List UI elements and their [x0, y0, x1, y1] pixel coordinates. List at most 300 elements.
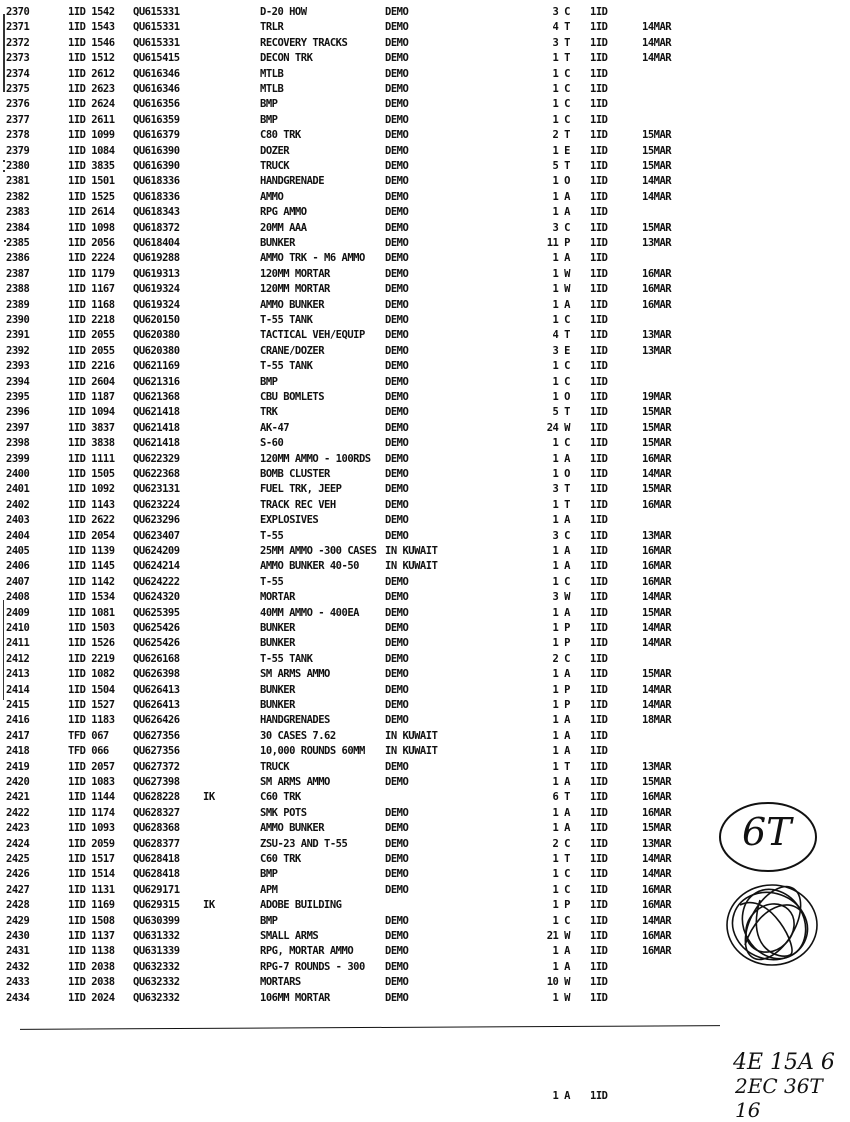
- grid-reference: QU626413: [133, 699, 180, 711]
- record-id: 1ID 2623: [68, 83, 115, 95]
- count: 5 T: [552, 406, 570, 419]
- record-id: 1ID 1111: [68, 452, 115, 465]
- handwritten-note-line1: 4E 15A 6: [733, 1050, 835, 1075]
- grid-reference: QU616346: [133, 83, 180, 95]
- grid-reference: QU628368: [133, 822, 180, 835]
- row-number: 2412: [6, 652, 30, 665]
- grid-reference: QU624209: [133, 545, 180, 557]
- date: 15MAR: [642, 406, 672, 419]
- description: AMMO BUNKER: [260, 298, 325, 311]
- unit: 1ID: [590, 437, 608, 450]
- count: 1 T: [552, 853, 570, 865]
- partial-row: [0, 1090, 850, 1111]
- row-number: 2424: [6, 837, 30, 850]
- count: 1 P: [552, 683, 570, 696]
- status: DEMO: [385, 83, 409, 95]
- unit: 1ID: [590, 6, 608, 18]
- grid-reference: QU628418: [133, 853, 180, 865]
- row-number: 2403: [6, 514, 30, 527]
- count: 1 C: [552, 868, 570, 881]
- description: T-55 TANK: [260, 652, 313, 665]
- row-number: 2408: [6, 591, 30, 604]
- description: S-60: [260, 437, 284, 450]
- row-number: 2374: [6, 67, 30, 80]
- unit: 1ID: [590, 391, 608, 403]
- unit: 1ID: [590, 760, 608, 773]
- description: BUNKER: [260, 622, 295, 634]
- date: 13MAR: [642, 237, 672, 249]
- unit: 1ID: [590, 221, 608, 234]
- row-number: 2413: [6, 668, 30, 681]
- grid-reference: QU619288: [133, 252, 180, 265]
- grid-reference: QU626413: [133, 683, 180, 696]
- count: 1 A: [552, 945, 570, 958]
- count: 1 A: [552, 252, 570, 265]
- grid-reference: QU627356: [133, 729, 180, 742]
- status: DEMO: [385, 591, 409, 604]
- count: 1 A: [552, 668, 570, 681]
- status: DEMO: [385, 853, 409, 865]
- record-id: 1ID 1514: [68, 868, 115, 881]
- record-id: 1ID 1098: [68, 221, 115, 234]
- count: 1 T: [552, 498, 570, 511]
- count: 1 A: [552, 190, 570, 203]
- description: MORTAR: [260, 591, 295, 604]
- grid-reference: QU618372: [133, 221, 180, 234]
- record-id: 1ID 1517: [68, 853, 115, 865]
- count: 5 T: [552, 160, 570, 172]
- row-number: 2379: [6, 144, 30, 157]
- status: DEMO: [385, 930, 409, 942]
- unit: 1ID: [590, 144, 608, 157]
- status: DEMO: [385, 160, 409, 172]
- row-number: 2373: [6, 52, 30, 65]
- date: 15MAR: [642, 129, 672, 142]
- record-id: 1ID 1083: [68, 776, 115, 788]
- status: DEMO: [385, 267, 409, 280]
- count: 1 C: [552, 360, 570, 373]
- unit: 1ID: [590, 175, 608, 188]
- row-number: 2378: [6, 129, 30, 142]
- record-id: 1ID 2611: [68, 113, 115, 126]
- description: BMP: [260, 98, 278, 111]
- grid-reference: QU622368: [133, 468, 180, 480]
- row-number: 2405: [6, 545, 30, 557]
- row-number: 2390: [6, 314, 30, 326]
- status: DEMO: [385, 298, 409, 311]
- description: 25MM AMMO -300 CASES: [260, 545, 377, 557]
- grid-reference: QU631339: [133, 945, 180, 958]
- grid-reference: QU619324: [133, 298, 180, 311]
- handwritten-6t: 6T: [742, 810, 792, 854]
- grid-reference: QU625426: [133, 622, 180, 634]
- date: 14MAR: [642, 637, 672, 650]
- date: 19MAR: [642, 391, 672, 403]
- date: 15MAR: [642, 776, 672, 788]
- date: 14MAR: [642, 699, 672, 711]
- count: 1 A: [552, 606, 570, 619]
- description: C60 TRK: [260, 791, 301, 804]
- status: DEMO: [385, 976, 409, 989]
- count: 6 T: [552, 791, 570, 804]
- row-number: 2431: [6, 945, 30, 958]
- status: DEMO: [385, 329, 409, 342]
- date: 14MAR: [642, 853, 672, 865]
- unit: 1ID: [590, 529, 608, 542]
- unit: 1ID: [590, 776, 608, 788]
- row-number: 2370: [6, 6, 30, 18]
- row-number: 2406: [6, 560, 30, 573]
- grid-reference: QU626426: [133, 714, 180, 727]
- date: 16MAR: [642, 899, 672, 912]
- status: DEMO: [385, 437, 409, 450]
- unit: 1ID: [590, 837, 608, 850]
- status: DEMO: [385, 190, 409, 203]
- count: 1 A: [552, 745, 570, 758]
- grid-reference: QU632332: [133, 976, 180, 989]
- status: IN KUWAIT: [385, 745, 438, 758]
- grid-reference: QU628228: [133, 791, 180, 804]
- status: DEMO: [385, 36, 409, 49]
- row-number: 2396: [6, 406, 30, 419]
- status: DEMO: [385, 175, 409, 188]
- unit: 1ID: [590, 791, 608, 804]
- description: MTLB: [260, 67, 284, 80]
- grid-reference: QU627372: [133, 760, 180, 773]
- partial-row-unit: 1ID: [590, 1090, 608, 1102]
- row-number: 2407: [6, 575, 30, 588]
- record-id: 1ID 1527: [68, 699, 115, 711]
- record-id: 1ID 1082: [68, 668, 115, 681]
- grid-reference: QU623407: [133, 529, 180, 542]
- grid-reference: QU626168: [133, 652, 180, 665]
- row-number: 2409: [6, 606, 30, 619]
- unit: 1ID: [590, 406, 608, 419]
- count: 1 A: [552, 298, 570, 311]
- grid-reference: QU624214: [133, 560, 180, 573]
- unit: 1ID: [590, 375, 608, 388]
- row-number: 2426: [6, 868, 30, 881]
- unit: 1ID: [590, 344, 608, 357]
- unit: 1ID: [590, 622, 608, 634]
- status: DEMO: [385, 699, 409, 711]
- row-number: 2375: [6, 83, 30, 95]
- date: 18MAR: [642, 714, 672, 727]
- status: IN KUWAIT: [385, 729, 438, 742]
- date: 15MAR: [642, 606, 672, 619]
- date: 16MAR: [642, 883, 672, 896]
- date: 16MAR: [642, 298, 672, 311]
- count: 1 O: [552, 391, 570, 403]
- description: 120MM MORTAR: [260, 267, 330, 280]
- row-number: 2391: [6, 329, 30, 342]
- unit: 1ID: [590, 914, 608, 927]
- record-id: 1ID 2612: [68, 67, 115, 80]
- record-id: 1ID 1546: [68, 36, 115, 49]
- row-number: 2395: [6, 391, 30, 403]
- unit: 1ID: [590, 206, 608, 219]
- record-id: TFD 066: [68, 745, 109, 758]
- grid-reference: QU625395: [133, 606, 180, 619]
- date: 14MAR: [642, 622, 672, 634]
- record-id: 1ID 1144: [68, 791, 115, 804]
- unit: 1ID: [590, 498, 608, 511]
- row-number: 2394: [6, 375, 30, 388]
- date: 13MAR: [642, 760, 672, 773]
- count: 1 O: [552, 175, 570, 188]
- count: 1 C: [552, 67, 570, 80]
- record-id: 1ID 3837: [68, 421, 115, 434]
- unit: 1ID: [590, 652, 608, 665]
- unit: 1ID: [590, 113, 608, 126]
- status: DEMO: [385, 914, 409, 927]
- row-number: 2422: [6, 806, 30, 819]
- date: 14MAR: [642, 36, 672, 49]
- description: CRANE/DOZER: [260, 344, 325, 357]
- status: DEMO: [385, 498, 409, 511]
- row-number: 2382: [6, 190, 30, 203]
- unit: 1ID: [590, 129, 608, 142]
- flag: IK: [203, 791, 215, 804]
- unit: 1ID: [590, 930, 608, 942]
- unit: 1ID: [590, 991, 608, 1004]
- status: DEMO: [385, 421, 409, 434]
- count: 2 T: [552, 129, 570, 142]
- grid-reference: QU629171: [133, 883, 180, 896]
- description: RPG AMMO: [260, 206, 307, 219]
- count: 3 T: [552, 36, 570, 49]
- status: DEMO: [385, 837, 409, 850]
- description: ADOBE BUILDING: [260, 899, 342, 912]
- status: DEMO: [385, 67, 409, 80]
- row-number: 2417: [6, 729, 30, 742]
- unit: 1ID: [590, 283, 608, 296]
- grid-reference: QU618404: [133, 237, 180, 249]
- unit: 1ID: [590, 899, 608, 912]
- grid-reference: QU616359: [133, 113, 180, 126]
- grid-reference: QU627398: [133, 776, 180, 788]
- grid-reference: QU615331: [133, 21, 180, 34]
- count: 2 C: [552, 837, 570, 850]
- count: 1 T: [552, 52, 570, 65]
- status: DEMO: [385, 52, 409, 65]
- record-id: 1ID 2218: [68, 314, 115, 326]
- record-id: 1ID 1179: [68, 267, 115, 280]
- description: 120MM MORTAR: [260, 283, 330, 296]
- grid-reference: QU621368: [133, 391, 180, 403]
- grid-reference: QU628377: [133, 837, 180, 850]
- grid-reference: QU618343: [133, 206, 180, 219]
- record-id: 1ID 1084: [68, 144, 115, 157]
- unit: 1ID: [590, 606, 608, 619]
- date: 16MAR: [642, 498, 672, 511]
- description: DOZER: [260, 144, 290, 157]
- date: 14MAR: [642, 683, 672, 696]
- date: 14MAR: [642, 21, 672, 34]
- row-number: 2371: [6, 21, 30, 34]
- status: DEMO: [385, 514, 409, 527]
- record-id: 1ID 1099: [68, 129, 115, 142]
- count: 1 C: [552, 98, 570, 111]
- record-id: 1ID 1145: [68, 560, 115, 573]
- unit: 1ID: [590, 714, 608, 727]
- date: 16MAR: [642, 545, 672, 557]
- grid-reference: QU629315: [133, 899, 180, 912]
- description: BMP: [260, 868, 278, 881]
- date: 15MAR: [642, 822, 672, 835]
- description: BUNKER: [260, 637, 295, 650]
- count: 1 W: [552, 267, 570, 280]
- partial-row-count: 1 A: [552, 1090, 570, 1102]
- status: DEMO: [385, 637, 409, 650]
- record-id: 1ID 1503: [68, 622, 115, 634]
- record-id: 1ID 2059: [68, 837, 115, 850]
- date: 16MAR: [642, 560, 672, 573]
- status: DEMO: [385, 529, 409, 542]
- status: DEMO: [385, 391, 409, 403]
- date: 16MAR: [642, 575, 672, 588]
- unit: 1ID: [590, 868, 608, 881]
- count: 3 C: [552, 6, 570, 18]
- count: 1 C: [552, 575, 570, 588]
- description: SM ARMS AMMO: [260, 776, 330, 788]
- unit: 1ID: [590, 267, 608, 280]
- grid-reference: QU630399: [133, 914, 180, 927]
- status: DEMO: [385, 868, 409, 881]
- description: MORTARS: [260, 976, 301, 989]
- unit: 1ID: [590, 483, 608, 496]
- record-id: 1ID 1081: [68, 606, 115, 619]
- status: DEMO: [385, 822, 409, 835]
- unit: 1ID: [590, 83, 608, 95]
- status: DEMO: [385, 714, 409, 727]
- date: 15MAR: [642, 437, 672, 450]
- grid-reference: QU615415: [133, 52, 180, 65]
- unit: 1ID: [590, 745, 608, 758]
- count: 1 C: [552, 437, 570, 450]
- status: DEMO: [385, 375, 409, 388]
- grid-reference: QU615331: [133, 36, 180, 49]
- description: TRLR: [260, 21, 284, 34]
- handwritten-note-line2: 2EC 36T 16: [735, 1074, 823, 1122]
- record-id: 1ID 1131: [68, 883, 115, 896]
- date: 14MAR: [642, 591, 672, 604]
- grid-reference: QU622329: [133, 452, 180, 465]
- count: 1 C: [552, 883, 570, 896]
- count: 3 T: [552, 483, 570, 496]
- status: DEMO: [385, 6, 409, 18]
- description: AMMO TRK - M6 AMMO: [260, 252, 365, 265]
- count: 1 A: [552, 452, 570, 465]
- count: 4 T: [552, 21, 570, 34]
- status: DEMO: [385, 668, 409, 681]
- status: DEMO: [385, 21, 409, 34]
- grid-reference: QU632332: [133, 960, 180, 973]
- record-id: 1ID 2024: [68, 991, 115, 1004]
- record-id: 1ID 2604: [68, 375, 115, 388]
- count: 1 A: [552, 545, 570, 557]
- row-number: 2418: [6, 745, 30, 758]
- unit: 1ID: [590, 560, 608, 573]
- unit: 1ID: [590, 237, 608, 249]
- count: 1 P: [552, 699, 570, 711]
- status: DEMO: [385, 945, 409, 958]
- count: 1 P: [552, 637, 570, 650]
- count: 1 C: [552, 113, 570, 126]
- grid-reference: QU621169: [133, 360, 180, 373]
- row-number: 2425: [6, 853, 30, 865]
- description: CBU BOMLETS: [260, 391, 325, 403]
- count: 10 W: [546, 976, 570, 989]
- description: APM: [260, 883, 278, 896]
- description: BUNKER: [260, 699, 295, 711]
- record-id: 1ID 1525: [68, 190, 115, 203]
- record-id: 1ID 1508: [68, 914, 115, 927]
- record-id: 1ID 1143: [68, 498, 115, 511]
- description: T-55: [260, 529, 284, 542]
- row-number: 2428: [6, 899, 30, 912]
- status: DEMO: [385, 991, 409, 1004]
- description: AMMO: [260, 190, 284, 203]
- description: AMMO BUNKER 40-50: [260, 560, 359, 573]
- row-number: 2398: [6, 437, 30, 450]
- unit: 1ID: [590, 252, 608, 265]
- unit: 1ID: [590, 853, 608, 865]
- date: 15MAR: [642, 221, 672, 234]
- row-number: 2433: [6, 976, 30, 989]
- row-number: 2388: [6, 283, 30, 296]
- unit: 1ID: [590, 329, 608, 342]
- grid-reference: QU623131: [133, 483, 180, 496]
- description: BMP: [260, 113, 278, 126]
- status: DEMO: [385, 575, 409, 588]
- grid-reference: QU621418: [133, 406, 180, 419]
- unit: 1ID: [590, 699, 608, 711]
- description: D-20 HOW: [260, 6, 307, 18]
- unit: 1ID: [590, 314, 608, 326]
- row-number: 2383: [6, 206, 30, 219]
- description: AMMO BUNKER: [260, 822, 325, 835]
- description: TRUCK: [260, 160, 290, 172]
- unit: 1ID: [590, 683, 608, 696]
- row-number: 2384: [6, 221, 30, 234]
- count: 1 A: [552, 560, 570, 573]
- status: DEMO: [385, 960, 409, 973]
- unit: 1ID: [590, 591, 608, 604]
- row-number: 2416: [6, 714, 30, 727]
- count: 1 T: [552, 760, 570, 773]
- record-id: 1ID 2622: [68, 514, 115, 527]
- grid-reference: QU621418: [133, 421, 180, 434]
- record-id: 1ID 1526: [68, 637, 115, 650]
- description: TRUCK: [260, 760, 290, 773]
- record-id: 1ID 2056: [68, 237, 115, 249]
- row-number: 2381: [6, 175, 30, 188]
- count: 4 T: [552, 329, 570, 342]
- description: RPG-7 ROUNDS - 300: [260, 960, 365, 973]
- description: 106MM MORTAR: [260, 991, 330, 1004]
- status: DEMO: [385, 283, 409, 296]
- record-id: 1ID 2614: [68, 206, 115, 219]
- unit: 1ID: [590, 298, 608, 311]
- date: 13MAR: [642, 344, 672, 357]
- record-id: 1ID 1139: [68, 545, 115, 557]
- date: 16MAR: [642, 806, 672, 819]
- unit: 1ID: [590, 468, 608, 480]
- row-number: 2427: [6, 883, 30, 896]
- date: 14MAR: [642, 914, 672, 927]
- status: DEMO: [385, 406, 409, 419]
